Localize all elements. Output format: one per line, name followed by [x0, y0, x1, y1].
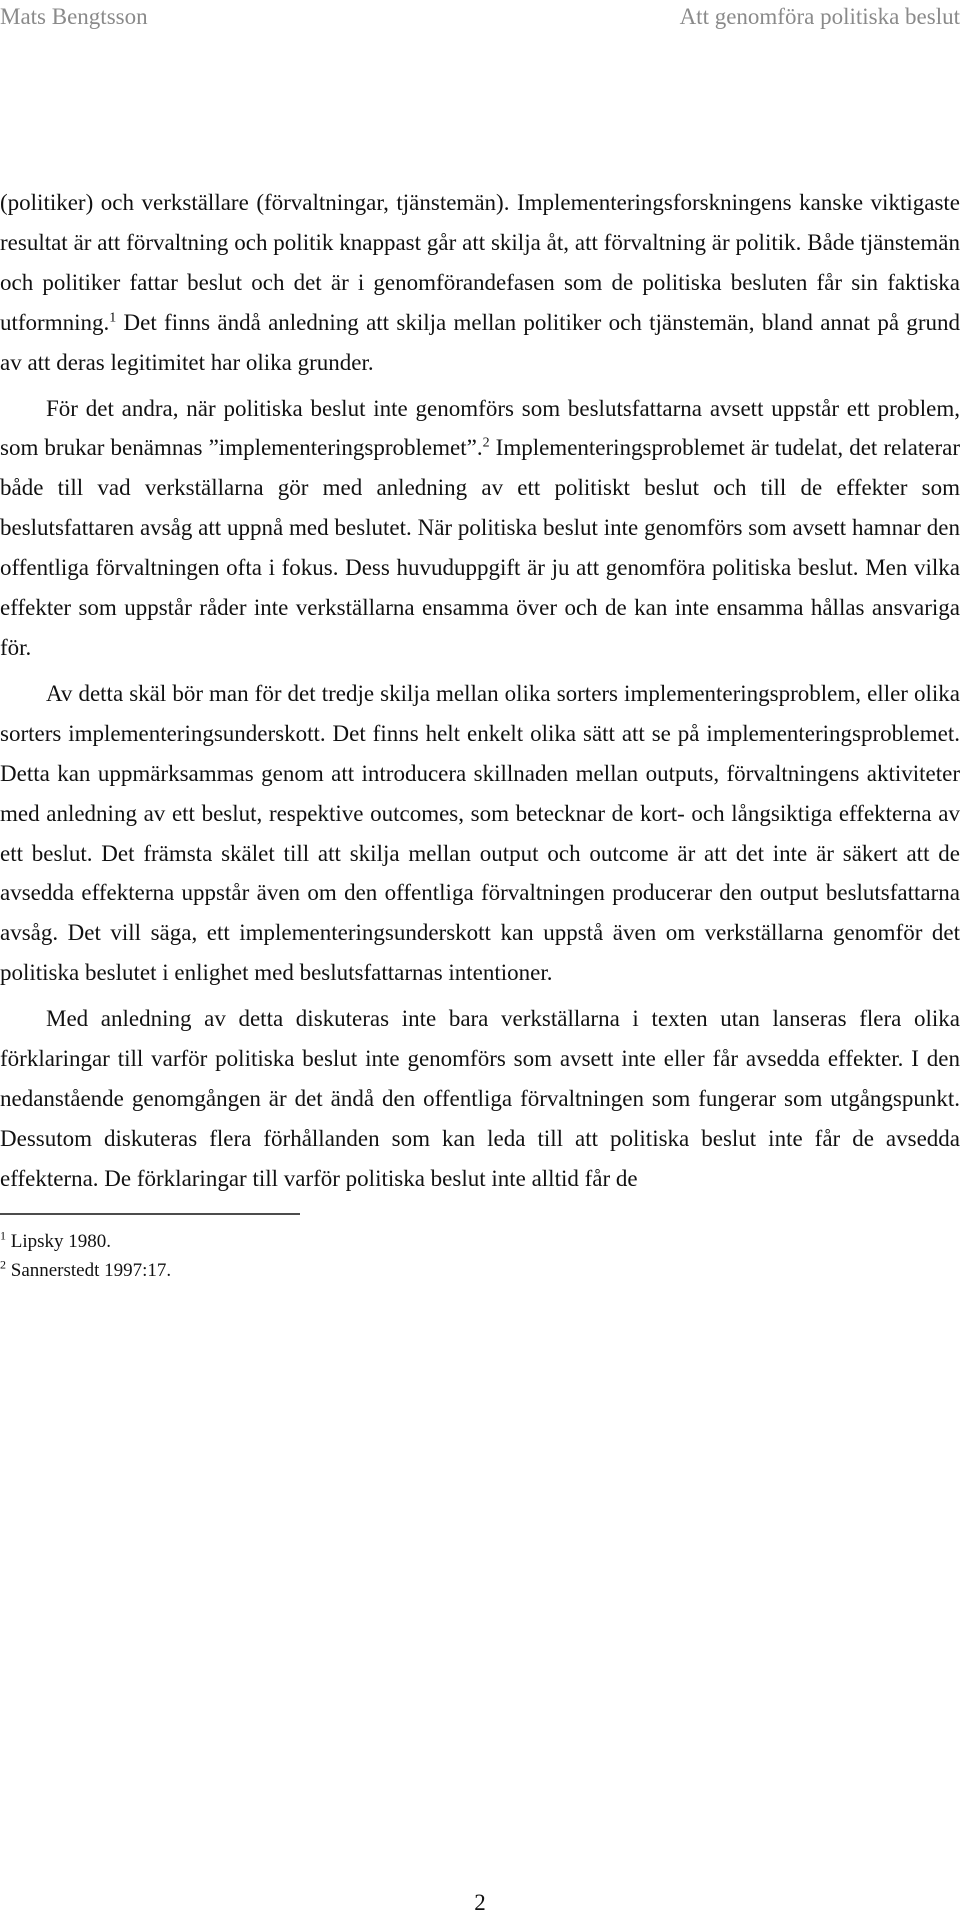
paragraph-4: Med anledning av detta diskuteras inte bara verkställarna i texten utan lanseras flera olika förklaringar till varför politiska beslut inte genomförs som avsett inte eller får avsedda effekter. I den nedanstående genomgången är det ändå den offentliga förvaltningen som fungerar som utgångspunkt. Dessutom diskuteras flera förhållanden som kan leda till att politiska beslut inte får de avsedda effekterna. De förklaringar till varför politiska beslut inte alltid får de [0, 1006, 960, 1191]
paragraph-3: Av detta skäl bör man för det tredje skilja mellan olika sorters implementeringsproblem, eller olika sorters implementeringsunderskott. Det finns helt enkelt olika sätt att se på implementeringsproblemet. Detta kan uppmärksammas genom att introducera skillnaden mellan outputs, förvaltningens aktiviteter med anledning av ett beslut, respektive outcomes, som betecknar de kort- och långsiktiga effekterna av ett beslut. Det främsta skälet till att skilja mellan output och outcome är att det inte är säkert att de avsedda effekterna uppstår även om den offentliga förvaltningen producerar den output beslutsfattarna avsåg. Det vill säga, ett implementeringsunderskott kan uppstå även om verkställarna genomför det politiska beslutet i enlighet med beslutsfattarnas intentioner. [0, 680, 960, 986]
footnote-ref-1[interactable]: 1 [109, 310, 117, 326]
footnote-1: $^1$ Lipsky 1980. [0, 1228, 112, 1252]
footnotes [0, 1227, 171, 1285]
paragraph-1: (politiker) och verkställare (förvaltningar, tjänstemän). Implementeringsforskningens kanske viktigaste resultat är att förvaltning och politik knappast går att skilja åt, att förvaltning är politik. Både tjänstemän och politiker fattar beslut och det är i genomförandefasen som de politiska besluten får sin faktiska utformning.$^1$ Det finns ändå anledning att skilja mellan politiker och tjänstemän, bland annat på grund av att deras legitimitet har olika grunder. [0, 190, 960, 375]
body-text [0, 183, 960, 1199]
page-number: 2 [474, 1890, 486, 1915]
paragraph-2: För det andra, när politiska beslut inte genomförs som beslutsfattarna avsett uppstår ett problem, som brukar benämnas ”implementeringsproblemet”.$^2$ Implementeringsproblemet är tudelat, det relaterar både till vad verkställarna gör med anledning av ett politiskt beslut och till de effekter som beslutsfattaren avsåg att uppnå med beslutet. När politiska beslut inte genomförs som avsett hamnar den offentliga förvaltningen ofta i fokus. Dess huvuduppgift är ju att genomföra politiska beslut. Men vilka effekter som uppstår råder inte verkställarna ensamma över och de kan inte ensamma hållas ansvariga för. [0, 395, 960, 660]
header-author: Mats Bengtsson [0, 4, 148, 29]
header-title: Att genomföra politiska beslut [679, 4, 960, 29]
footnote-ref-2[interactable]: 2 [482, 435, 490, 451]
footnote-separator [0, 1213, 300, 1215]
running-header [0, 4, 960, 34]
footnote-2: $^2$ Sannerstedt 1997:17. [0, 1257, 172, 1281]
